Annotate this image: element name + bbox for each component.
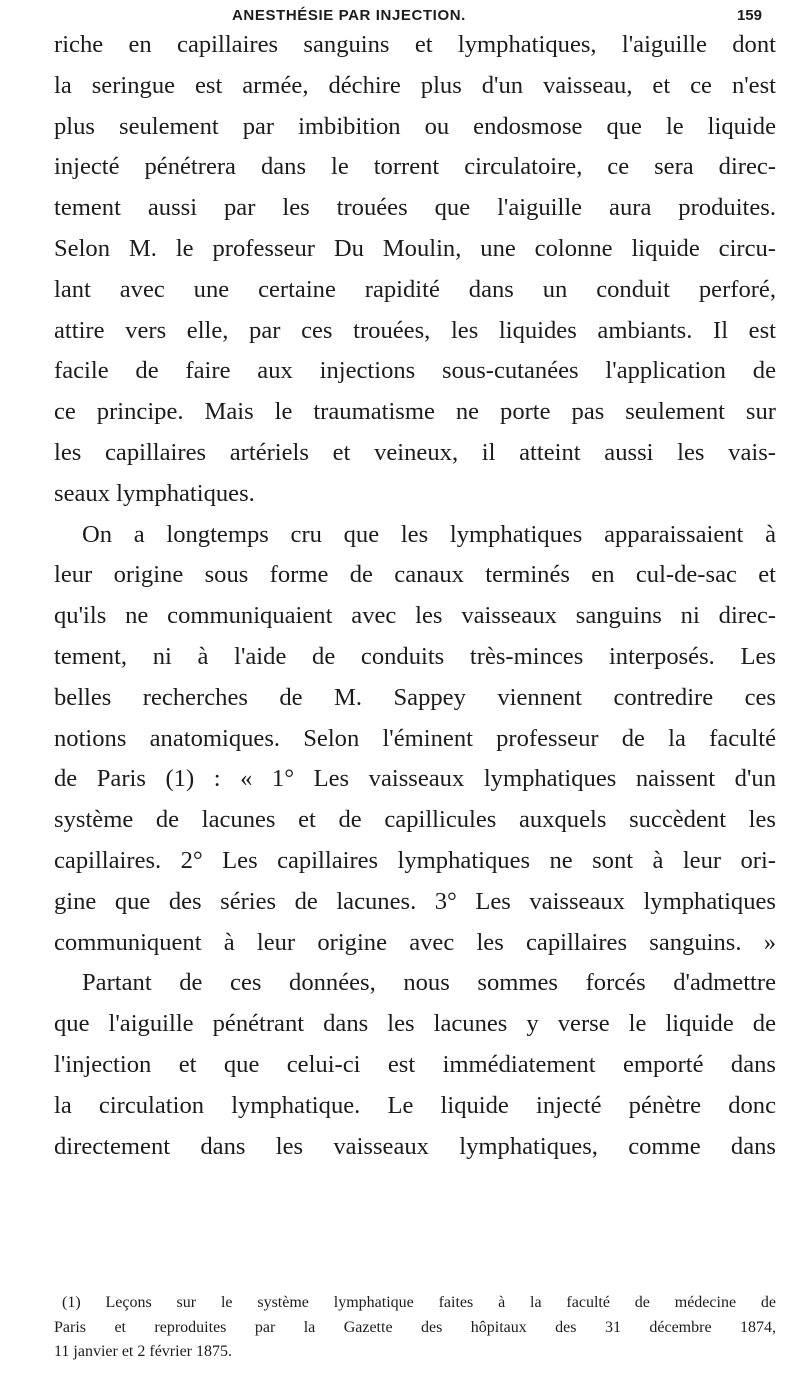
text-line: la seringue est armée, déchire plus d'un vaisseau, et ce n'est <box>54 71 776 99</box>
paragraph-start-line: On a longtemps cru que les lymphatiques apparaissaient à <box>82 520 776 548</box>
text-line: directement dans les vaisseaux lymphatiques, comme dans <box>54 1132 776 1160</box>
footnote-line: (1) Leçons sur le système lymphatique faites à la faculté de médecine de <box>62 1294 776 1311</box>
text-line: qu'ils ne communiquaient avec les vaisseaux sanguins ni direc- <box>54 602 776 630</box>
text-line: ce principe. Mais le traumatisme ne porte pas seulement sur <box>54 398 776 426</box>
footnote-line: 11 janvier et 2 février 1875. <box>54 1343 233 1360</box>
text-line: les capillaires artériels et veineux, il atteint aussi les vais- <box>54 438 776 466</box>
text-line: attire vers elle, par ces trouées, les liquides ambiants. Il est <box>54 316 776 344</box>
footnote-line: Paris et reproduites par la Gazette des hôpitaux des 31 décembre 1874, <box>54 1318 776 1336</box>
text-line: leur origine sous forme de canaux terminés en cul-de-sac et <box>54 561 776 589</box>
paragraph-end-line: seaux lymphatiques. <box>54 479 255 507</box>
text-line: plus seulement par imbibition ou endosmose que le liquide <box>54 112 776 140</box>
text-line: injecté pénétrera dans le torrent circulatoire, ce sera direc- <box>54 153 776 181</box>
text-line: que l'aiguille pénétrant dans les lacunes y verse le liquide de <box>54 1010 776 1038</box>
text-line: tement aussi par les trouées que l'aiguille aura produites. <box>54 194 776 222</box>
text-line: la circulation lymphatique. Le liquide injecté pénètre donc <box>54 1091 776 1119</box>
text-line: tement, ni à l'aide de conduits très-minces interposés. Les <box>54 642 776 670</box>
text-line: riche en capillaires sanguins et lymphatiques, l'aiguille dont <box>54 31 776 58</box>
text-line: Selon M. le professeur Du Moulin, une colonne liquide circu- <box>54 234 776 262</box>
text-line: notions anatomiques. Selon l'éminent professeur de la faculté <box>54 724 776 752</box>
paragraph-start-line: Partant de ces données, nous sommes forcés d'admettre <box>82 969 776 997</box>
text-line: lant avec une certaine rapidité dans un conduit perforé, <box>54 275 776 303</box>
running-title: ANESTHÉSIE PAR INJECTION. <box>232 7 466 24</box>
page-number: 159 <box>736 7 762 24</box>
text-line: capillaires. 2° Les capillaires lymphatiques ne sont à leur ori- <box>54 846 776 874</box>
body-text <box>54 25 776 1167</box>
text-line: belles recherches de M. Sappey viennent contredire ces <box>54 683 776 711</box>
text-line: facile de faire aux injections sous-cutanées l'application de <box>54 357 776 385</box>
text-line: communiquent à leur origine avec les capillaires sanguins. » <box>54 928 776 956</box>
text-line: de Paris (1) : « 1° Les vaisseaux lymphatiques naissent d'un <box>54 765 776 793</box>
text-line: gine que des séries de lacunes. 3° Les vaisseaux lymphatiques <box>54 887 776 915</box>
footnote <box>54 1291 776 1365</box>
text-line: système de lacunes et de capillicules auxquels succèdent les <box>54 806 776 834</box>
text-line: l'injection et que celui-ci est immédiatement emporté dans <box>54 1050 776 1078</box>
